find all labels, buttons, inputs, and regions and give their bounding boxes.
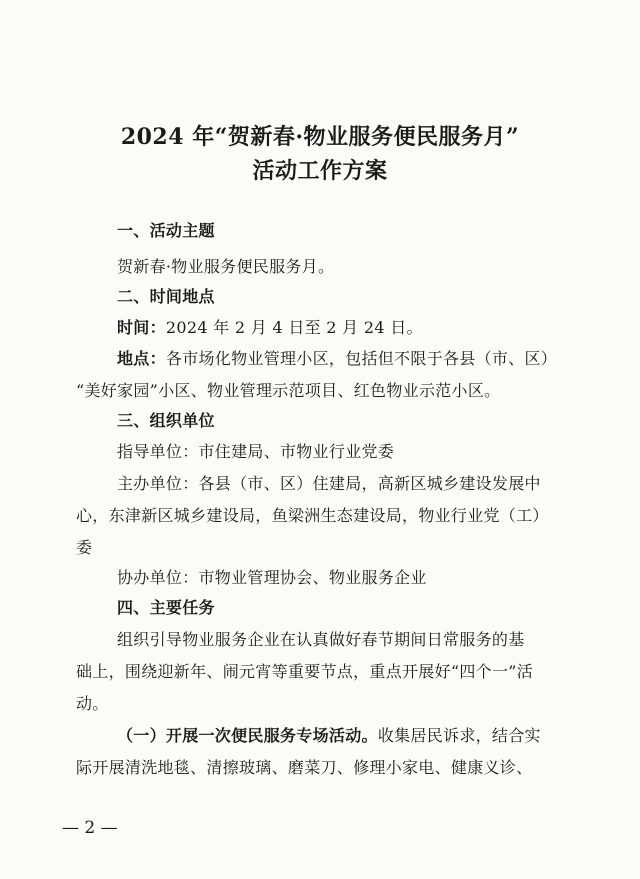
theme-text: 贺新春·物业服务便民服务月。 <box>117 257 335 276</box>
document-title-line-1: 2024 年“贺新春·物业服务便民服务月” <box>120 124 520 150</box>
section-heading-time-place: 二、时间地点 <box>117 287 215 306</box>
host-unit-line-3: 委 <box>76 538 93 557</box>
subtask-1-line-1 <box>117 725 541 747</box>
task-text-line-3: 动。 <box>76 694 109 713</box>
host-unit-line-1: 主办单位：各县（市、区）住建局，高新区城乡建设发展中 <box>117 474 541 493</box>
section-heading-theme: 一、活动主题 <box>117 221 215 240</box>
section-heading-tasks: 四、主要任务 <box>117 598 215 617</box>
subtask-1-line-2: 际开展清洗地毯、清擦玻璃、磨菜刀、修理小家电、健康义诊、 <box>76 758 533 777</box>
task-text-line-1: 组织引导物业服务企业在认真做好春节期间日常服务的基 <box>117 630 525 649</box>
task-text-line-2: 础上，围绕迎新年、闹元宵等重要节点，重点开展好“四个一”活 <box>76 662 534 681</box>
page-number: — 2 — <box>62 818 118 838</box>
place-line <box>117 348 557 370</box>
co-unit: 协办单位：市物业管理协会、物业服务企业 <box>117 568 427 587</box>
place-continuation: “美好家园”小区、物业管理示范项目、红色物业示范小区。 <box>76 381 501 400</box>
guide-unit: 指导单位：市住建局、市物业行业党委 <box>117 442 395 461</box>
time-label: 时间： <box>117 318 166 337</box>
time-line <box>117 317 423 339</box>
section-heading-organization: 三、组织单位 <box>117 411 215 430</box>
place-value: 各市场化物业管理小区，包括但不限于各县（市、区） <box>165 349 558 368</box>
host-unit-line-2: 心，东津新区城乡建设局，鱼梁洲生态建设局，物业行业党（工） <box>76 506 549 525</box>
subtask-1-text: 收集居民诉求，结合实 <box>377 726 541 745</box>
place-label: 地点： <box>117 349 166 368</box>
subtask-1-label: （一）开展一次便民服务专场活动。 <box>117 726 378 745</box>
time-value: 2024 年 2 月 4 日至 2 月 24 日。 <box>165 318 423 337</box>
document-title-line-2: 活动工作方案 <box>252 158 388 184</box>
